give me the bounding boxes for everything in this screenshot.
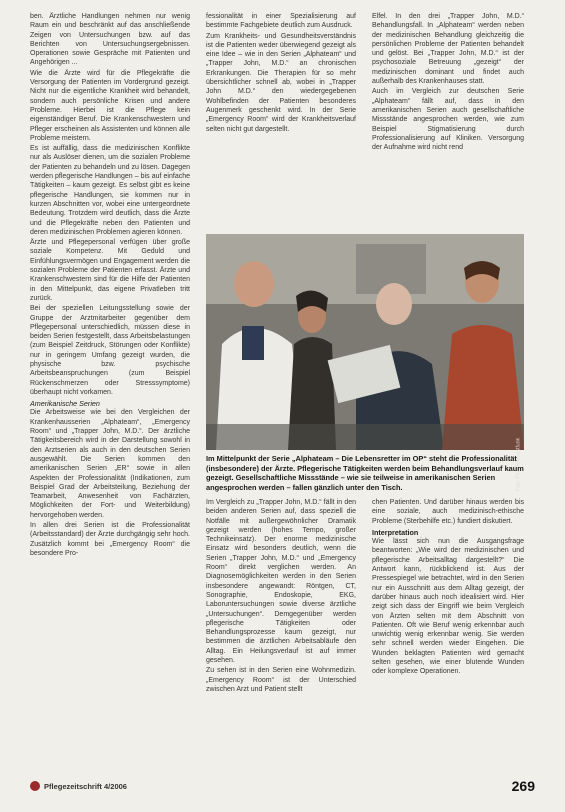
paragraph: Wie lässt sich nun die Ausgangsfrage beantworten: „Wie wird der medizinischen und pflegerische Arbeitsalltag dargestellt?“ Die Antwort kann, rückblickend ist. Aus der Pressespiegel wie betrachtet, wird in den Serien nur ein Ausschnitt aus dem Alltag gezeigt, der darüber hinaus auch noch idealisiert wird. Hier zeigt sich dass der Eingriff wie beim Vergleich von Ärzten selten mit dem Abschnitt von Patienten. Oft wie Beruf wenig erkennbar auch unwichtig wenig erkennbar wenig. Sie werden sehr schnell werden wieder Eingehen. Die Wunden beklagten Patienten wird gemacht selten gesehen, wie einer blutende Wunden oder komplexe Operationen.: [372, 538, 524, 676]
doctor-head: [234, 261, 274, 307]
middle-column-top: [206, 12, 356, 230]
photo-still-icon: [206, 234, 524, 450]
page-number: 269: [511, 778, 535, 794]
paragraph: Elfel. In den drei „Trapper John, M.D.“ Behandlungsfall. In „Alphateam“ werden neben der medizinischen Behandlung gleichzeitig die persönlichen Probleme der Patienten behandelt und gelöst. Bei „Trapper John, M.D.“ ist der psychosoziale Betreuung „gezeigt“ der medizinischen dominant und findet auch außerhalb des Krankenhauses statt.: [372, 13, 524, 86]
journal-logo-icon: [30, 781, 40, 791]
photo-caption: Im Mittelpunkt der Serie „Alphateam – Die Lebensretter im OP“ steht die Professionalität (insbesondere) der Ärzte. Pflegerische Tätigkeiten werden beim Behandlungsverlauf kaum gezeigt. Gesellschaftliche Missstände – wie sie teilweise in amerikanischen Serien angesprochen werden – fallen gänzlich unter den Tisch.: [206, 454, 524, 492]
paragraph: Die Arbeitsweise wie bei den Vergleichen der Krankenhausserien „Alphateam“, „Emergency Room“ und „Trapper John, M.D.“. Der ärztliche Tätigkeitsbereich wird in der Darstellung sowohl in den Arztserien als auch in den deutschen Serien ausgewählt. Die Serien kommen den amerikanischen Serien „ER“ sowie in allen Aspekten der Professionalität (Indikationen, zum Beispiel Grad der Arbeitsteilung, Beziehung der Teamarbeit, Anwesenheit von Fachärzten, Möglichkeiten der Fort- und Weiterbildung) hervorgehoben werden.: [30, 409, 190, 519]
paragraph: Zu sehen ist in den Serien eine Wohnmedizin. „Emergency Room“ ist der Unterschied zwischen Arzt und Patient stellt: [206, 667, 356, 693]
right-column-top: [372, 12, 524, 230]
left-column: [30, 12, 190, 770]
paragraph: In allen drei Serien ist die Professionalität (Arbeitsstandard) der Ärzte durchgängig sehr hoch. Zusätzlich kommt bei „Emergency Room“ die besondere Pro-: [30, 522, 190, 557]
paragraph: Bei der speziellen Leitungsstellung sowie der Gruppe der Arztmitarbeiter gegenüber dem Pflegepersonal unterschiedlich, müssen diese in beiden Serien festgestellt, dass Arbeitsbelastungen (zum Beispiel Zeitdruck, Störungen oder Konflikte) nur in geringem Umfang gezeigt wurden, die physische bzw. psychische Arbeitsbeanspruchungen (zum Beispiel Rückenschmerzen oder Stresssymptome) überhaupt nicht vorkamen.: [30, 305, 190, 396]
paragraph: Auch im Vergleich zur deutschen Serie „Alphateam“ fällt auf, dass in den amerikanischen Serien auch gesellschaftliche Missstände angesprochen werden, wie zum Beispiel Stigmatisierung durch Professionalisierung auf Kliniken. Versorgung der Aufnahme wird nicht rend: [372, 88, 524, 152]
section-heading: Interpretation: [372, 527, 419, 537]
paragraph: Es ist auffällig, dass die medizinischen Konflikte nur als Auslöser dienen, um die sozialen Probleme der Patienten zu behandeln und zu lösen. Dagegen werden pflegerische Handlungen – bis auf einfache Tätigkeiten – kaum gezeigt. Es selbst gibt es keine pflegerische Handlungen, sie kommen nur in kurzen Abschnitten vor, wobei eine untergeordnete Bedeutung. Trotzdem wird deutlich, dass die Ärzte und die Pflegekräfte neben den Patienten und deren medizinischen Problemen agieren können.: [30, 145, 190, 236]
paragraph: Im Vergleich zu „Trapper John, M.D.“ fällt in den beiden anderen Serien auf, dass speziell die Notfälle mit außergewöhnlicher Dramatik gezeigt werden (hohes Tempo, großer Technikeinsatz). Der enorme medizinische Einsatz wird besonders deutlich, wenn die Serien „Trapper John, M.D.“ und „Emergency Room“ direkt verglichen werden. An Diagnosemöglichkeiten werden in den Serien insbesondere angewandt: Röntgen, CT, Sonographie, Endoskopie, EKG, Laboruntersuchungen sowie diverse ärztliche „Untersuchungen“. Demgegenüber werden pflegerische Tätigkeiten oder Behandlungsprozesse kaum gezeigt, nur bestimmen die ärztlichen Arbeitsabläufe den Alltag. Ein Heilungsverlauf ist auf immer gesehen.: [206, 499, 356, 665]
paragraph: chen Patienten. Und darüber hinaus werden bis eine soziale, auch medizinisch-ethische Probleme (Sterbehilfe etc.) fundiert diskutiert.: [372, 499, 524, 525]
right-column-bottom: [372, 498, 524, 770]
paragraph: Zum Krankheits- und Gesundheitsverständnis ist die Patienten weder überwiegend gezeigt als eine Idee – wie in den Serien „Alphateam“ und „Trapper John, M.D.“ an chronischen Erkrankungen. Die Therapien für so mehr übersichtlicher schnell ab, wobei in „Trapper John M.D.“ den wiedergegebenen Wohlbefinden der Patienten besonderes Augenmerk geschenkt wird. In der Serie „Emergency Room“ wird der Krankheitsverlauf selten nicht gut dargestellt.: [206, 32, 356, 133]
middle-column-bottom: [206, 498, 356, 770]
section-heading: Amerikanische Serien: [30, 399, 100, 409]
paragraph: Ärzte und Pflegepersonal verfügen über große soziale Kompetenz. Mit Geduld und Einfühlungsvermögen und Engagement werden die sozialen Probleme der Patienten erfasst. Ärzte und Krankenschwestern sind für die Hilfe der Patienten in den Mittelpunkt, das eigene Privatleben tritt zurück.: [30, 239, 190, 302]
paragraph: ben. Ärztliche Handlungen nehmen nur wenig Raum ein und beschränkt auf das anschließende Zeigen von Untersuchungen bzw. auf das Berichten von Untersuchungsergebnissen. Operationen sowie Gespräche mit Patienten und Angehörigen ...: [30, 13, 190, 67]
paragraph: fessionalität in einer Spezialisierung auf bestimmte Fachgebiete deutlich zum Ausdruck.: [206, 13, 356, 30]
page-footer: [30, 778, 535, 798]
journal-name: Pflegezeitschrift 4/2006: [44, 782, 127, 791]
paragraph: Wie die Ärzte wird für die Pflegekräfte die Versorgung der Patienten im Vordergrund gezeigt. Nicht nur die eigentliche Krankheit wird behandelt, sondern auch persönliche Krisen und andere Probleme. Hierbei ist die Pflege kein eigenständiger Beruf. Die Krankenschwestern und Pfleger erscheinen als Assistenten und können alle Probleme meistern.: [30, 69, 190, 142]
photo-credit: Foto: Pro7/Südwestfunk: [515, 438, 521, 492]
